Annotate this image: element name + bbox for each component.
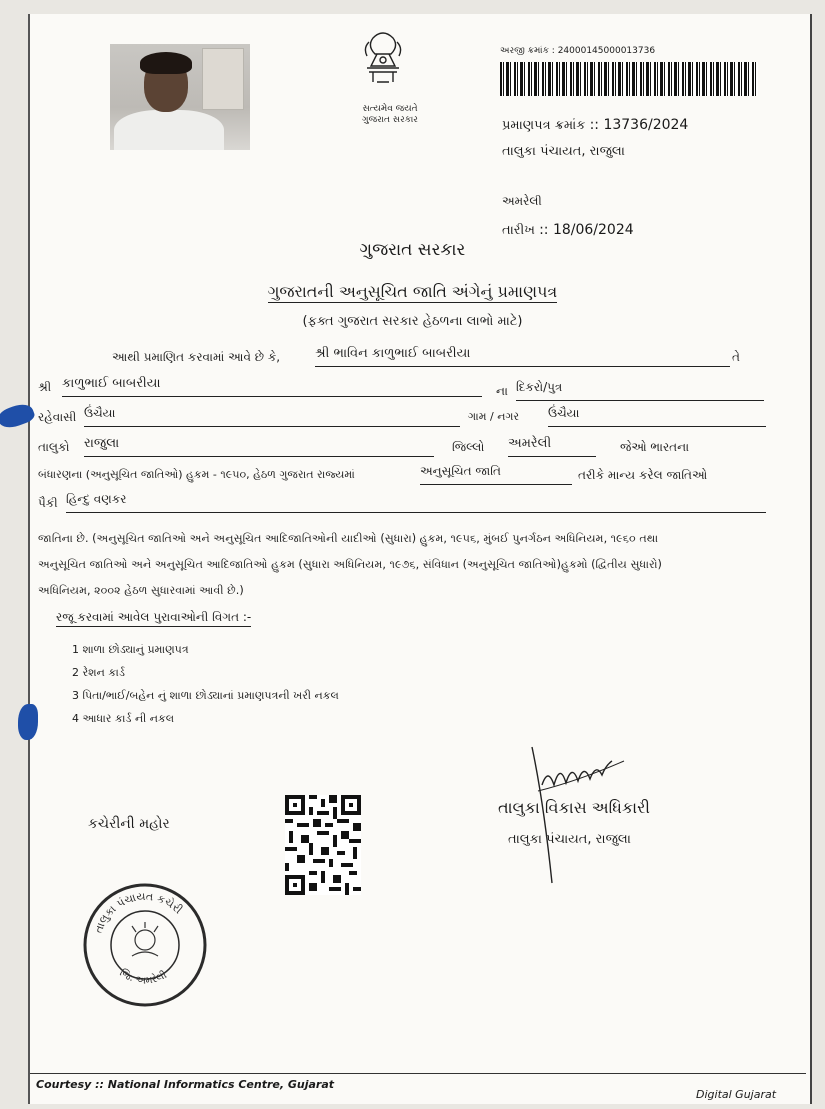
recognized-text: તરીકે માન્ય કરેલ જાતિઓ [578, 468, 708, 482]
courtesy-text: Courtesy :: National Informatics Centre, Gujarat [36, 1078, 335, 1091]
brand-text: Digital Gujarat [696, 1088, 777, 1101]
village-value: ઉંચૈયા [548, 406, 766, 427]
thumb-mark [18, 704, 38, 740]
applicant-name: શ્રી ભાવિન કાળુભાઈ બાબરીયા [315, 346, 730, 367]
state-emblem-icon [355, 28, 411, 100]
applicant-photo [110, 44, 250, 150]
documents-list [72, 638, 339, 730]
documents-heading: રજૂ કરવામાં આવેલ પુરાવાઓની વિગત :- [56, 610, 251, 625]
certificate-title: ગુજરાતની અનુસૂચિત જાતિ અંગેનું પ્રમાણપત્ર [267, 282, 558, 301]
officer-title: તાલુકા વિકાસ અધિકારી [498, 798, 650, 817]
list-item: 2 રેશન કાર્ડ [72, 666, 125, 679]
list-item: 4 આધાર કાર્ડ ની નકલ [72, 712, 175, 725]
office-stamp [82, 882, 208, 1008]
te-text: તે [732, 350, 740, 364]
resident-label: રહેવાસી [38, 410, 77, 424]
village-label: ગામ / નગર [468, 410, 520, 423]
qr-code [285, 795, 361, 895]
shri-text: શ્રી [38, 380, 52, 394]
certify-prefix: આથી પ્રમાણિત કરવામાં આવે છે કે, [112, 350, 281, 364]
office-seal-label: કચેરીની મહોર [88, 816, 170, 832]
svg-text:તાલુકા પંચાયત કચેરી: તાલુકા પંચાયત કચેરી [91, 889, 185, 935]
application-number: અરજી ક્રમાંક : 24000145000013736 [500, 46, 656, 56]
father-name: કાળુભાઈ બાબરીયા [62, 376, 482, 397]
na-text: ના [496, 384, 508, 398]
footer-divider [30, 1073, 806, 1074]
category-value: અનુસૂચિત જાતિ [420, 464, 572, 485]
taluka-label: તાલુકો [38, 440, 70, 454]
india-text: જેઓ ભારતના [620, 440, 690, 454]
government-title: ગુજરાત સરકાર [359, 240, 466, 260]
district-label: જિલ્લો [452, 440, 485, 454]
order-text: બંધારણના (અનુસૂચિત જાતિઓ) હુકમ - ૧૯૫૦, હેઠળ ગુજરાત રાજ્યમાં [38, 468, 355, 481]
caste-value: હિન્દુ વણકર [66, 492, 766, 513]
officer-office: તાલુકા પંચાયત, રાજુલા [508, 832, 631, 847]
issue-date: તારીખ :: 18/06/2024 [502, 222, 634, 238]
emblem-caption: સત્યમેવ જયતે ગુજરાત સરકાર [362, 104, 418, 125]
issuing-office: તાલુકા પંચાયત, રાજુલા [502, 144, 625, 159]
certificate-subtitle: (ફક્ત ગુજરાત સરકાર હેઠળના લાભો માટે) [302, 314, 523, 329]
barcode [500, 62, 758, 96]
header-district: અમરેલી [502, 194, 542, 208]
certificate-number: પ્રમાણપત્ર ક્રમાંક :: 13736/2024 [502, 117, 689, 133]
list-item: 1 શાળા છોડ્યાનું પ્રમાણપત્ર [72, 643, 189, 656]
district-value: અમરેલી [508, 436, 596, 457]
list-item: 3 પિતા/ભાઈ/બહેન નું શાળા છોડ્યાનાં પ્રમાણપત્રની ખરી નકલ [72, 689, 339, 702]
legal-paragraph: જાતિના છે. (અનુસૂચિત જાતિઓ અને અનુસૂચિત આદિજાતિઓની યાદીઓ (સુધારા) હુકમ, ૧૯૫૬, મુંબઈ પુનર્ગઠન અધિનિયમ, ૧૯૬૦ તથા અનુસૂચિત જાતિઓ અને અનુસૂચિત આદિજાતિઓ હુકમ (સુધારા અધિનિયમ, ૧૯૭૬, સંવિધાન (અનુસૂચિત જાતિઓ)હુકમો (દ્વિતીય સુધારો) અધિનિયમ, ૨૦૦૨ હેઠળ સુધારવામાં આવી છે.) [38, 532, 662, 597]
resident-value: ઉંચૈયા [84, 406, 460, 427]
paiki-text: પૈકી [38, 496, 58, 510]
relation: દિકરો/પુત્ર [516, 380, 764, 401]
taluka-value: રાજુલા [84, 436, 434, 457]
svg-text:જિ. અમરેલી: જિ. અમરેલી [117, 967, 169, 987]
